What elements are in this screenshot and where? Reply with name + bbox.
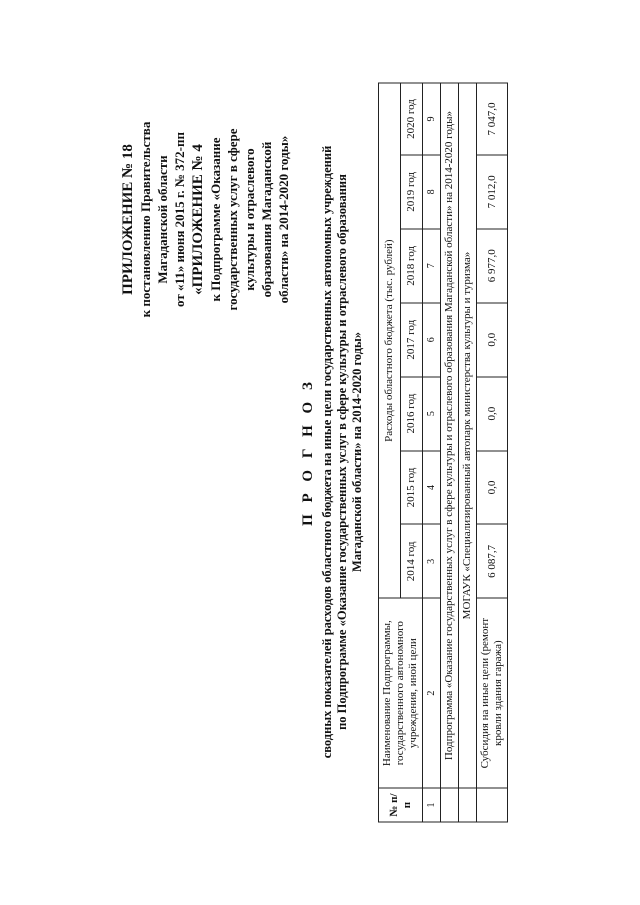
header-expenses-group: Расходы областного бюджета (тыс. рублей) — [379, 83, 401, 598]
column-number: 4 — [423, 451, 441, 525]
appendix-18-line: к постановлению Правительства — [138, 121, 153, 318]
subsidy-value: 7 012,0 — [477, 155, 508, 229]
appendix-4-line: культуры и отраслевого — [242, 148, 257, 291]
appendix-18-header — [120, 40, 188, 400]
subsidy-value: 6 977,0 — [477, 229, 508, 303]
column-number: 9 — [423, 83, 441, 155]
column-number: 2 — [423, 598, 441, 788]
appendix-4-title: «ПРИЛОЖЕНИЕ № 4 — [190, 144, 206, 295]
appendix-18-title: ПРИЛОЖЕНИЕ № 18 — [120, 144, 136, 295]
forecast-subtitle-line: по Подпрограмме «Оказание государственных услуг в сфере культуры и отраслевого образования — [335, 174, 349, 730]
appendix-4-line: области» на 2014-2020 годы» — [276, 135, 291, 304]
header-year: 2017 год — [401, 303, 423, 377]
table-header-row — [379, 83, 401, 822]
appendix-4-line: к Подпрограмме «Оказание — [208, 137, 223, 302]
header-year: 2015 год — [401, 451, 423, 525]
column-number: 6 — [423, 303, 441, 377]
column-number: 7 — [423, 229, 441, 303]
subprogram-title: Подпрограмма «Оказание государственных услуг в сфере культуры и отраслевого образования Магаданской области» на 2014-2020 годы» — [441, 83, 459, 788]
column-number: 5 — [423, 377, 441, 451]
header-year: 2019 год — [401, 155, 423, 229]
subsidy-value: 6 087,7 — [477, 524, 508, 598]
forecast-subtitle-line: сводных показателей расходов областного бюджета на иные цели государственных автономных учреждений — [320, 145, 334, 759]
subsidy-name: Субсидия на иные цели (ремонт кровли здания гаража) — [477, 598, 508, 788]
appendix-4-header — [190, 40, 292, 400]
header-year: 2020 год — [401, 83, 423, 155]
header-name: Наименование Подпрограммы, государственного автономного учреждения, иной цели — [379, 598, 423, 788]
subsidy-row — [477, 83, 508, 822]
institution-row — [459, 83, 477, 822]
header-year: 2014 год — [401, 524, 423, 598]
header-year: 2016 год — [401, 377, 423, 451]
appendix-18-line: от «11» июня 2015 г. № 372-пп — [172, 132, 187, 308]
institution-title: МОГАУК «Специализированный автопарк министерства культуры и туризма» — [459, 83, 477, 788]
subprogram-row — [441, 83, 459, 822]
subsidy-value: 0,0 — [477, 451, 508, 525]
subsidy-value: 7 047,0 — [477, 83, 508, 155]
column-number: 1 — [423, 788, 441, 822]
header-year: 2018 год — [401, 229, 423, 303]
forecast-table — [378, 83, 508, 823]
row-number-cell — [441, 788, 459, 822]
appendix-4-line: государственных услуг в сфере — [225, 128, 240, 311]
subsidy-value: 0,0 — [477, 377, 508, 451]
appendix-4-line: образования Магаданской — [259, 141, 274, 298]
forecast-subtitle-line: Магаданской области» на 2014-2020 годы» — [350, 331, 364, 573]
column-number: 3 — [423, 524, 441, 598]
row-number-cell — [459, 788, 477, 822]
subsidy-value: 0,0 — [477, 303, 508, 377]
forecast-subtitle — [320, 80, 365, 825]
row-number-cell — [477, 788, 508, 822]
forecast-title: П Р О Г Н О З — [300, 378, 316, 526]
appendix-18-line: Магаданской области — [155, 155, 170, 284]
column-number: 8 — [423, 155, 441, 229]
column-number-row — [423, 83, 441, 822]
header-number: № п/п — [379, 788, 423, 822]
